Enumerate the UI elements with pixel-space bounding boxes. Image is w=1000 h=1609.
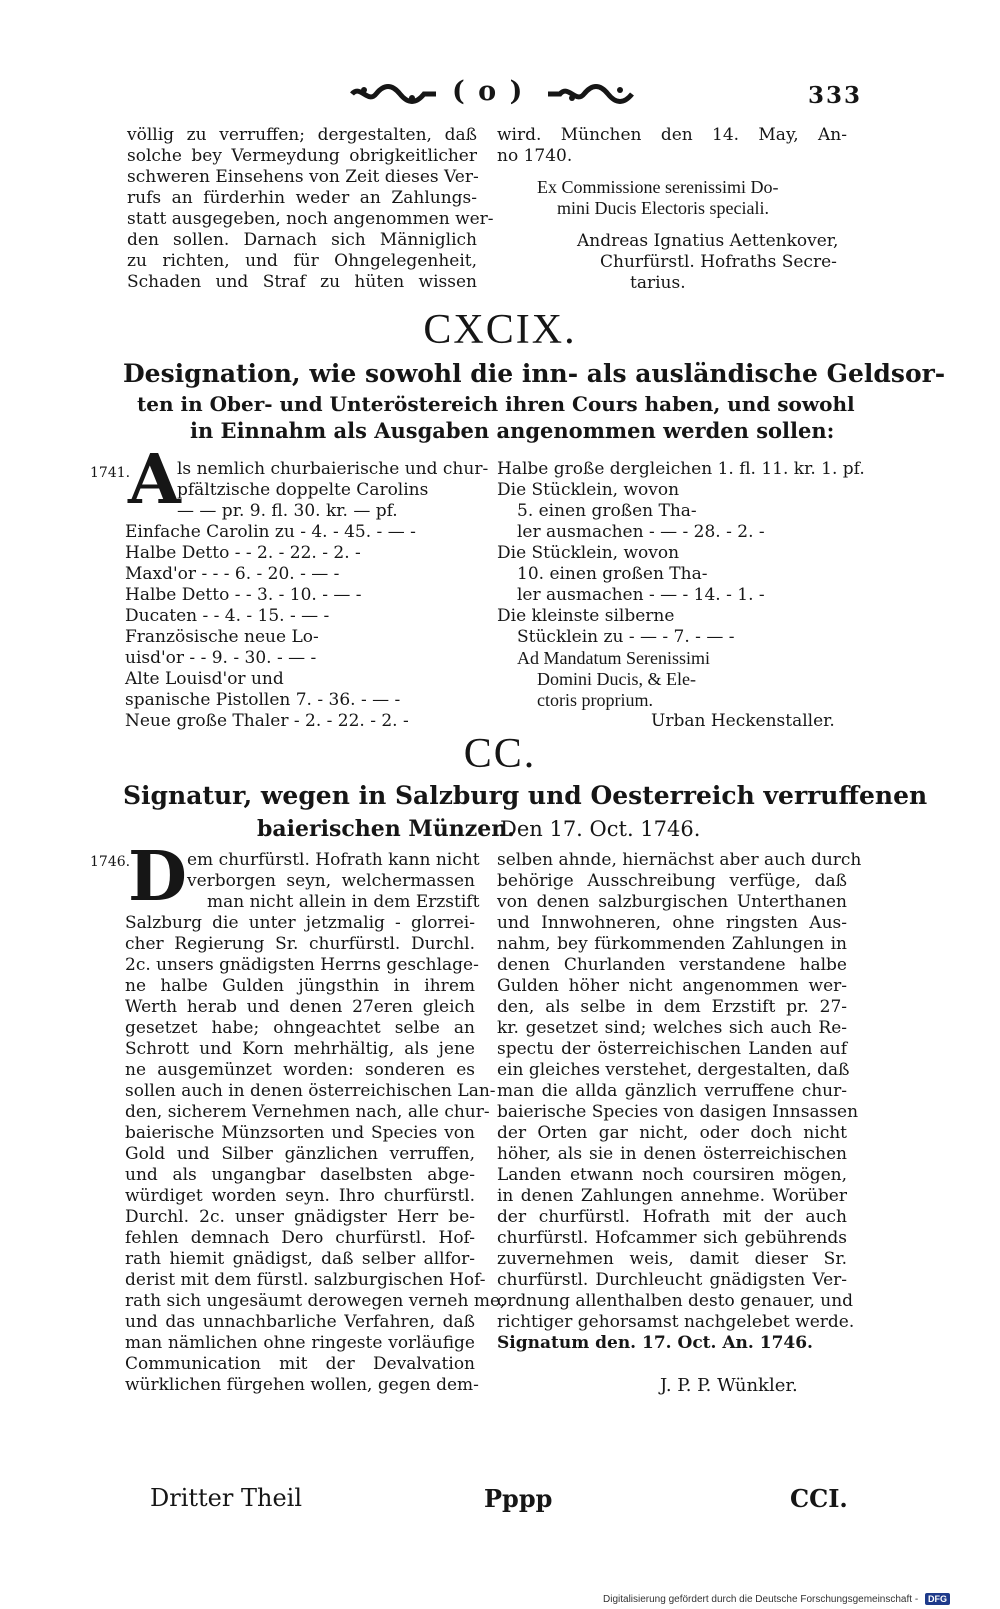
section-title-line: in Einnahm als Ausgaben angenommen werden sollen: bbox=[190, 418, 835, 443]
right-ornament-icon bbox=[546, 82, 634, 106]
text-line: kr. gesetzet sind; welches sich auch Re- bbox=[497, 1018, 847, 1038]
text-line: ein gleiches verstehet, dergestalten, daß bbox=[497, 1060, 850, 1080]
table-row: Alte Louisd'or und bbox=[125, 669, 284, 689]
text-line: Schrott und Korn mehrhältig, als jene bbox=[125, 1039, 475, 1059]
text-line: Durchl. 2c. unser gnädigster Herr be- bbox=[125, 1207, 475, 1227]
text-line: Gold und Silber gänzlichen verruffen, bbox=[125, 1144, 475, 1164]
year-marginal: 1746. bbox=[90, 854, 131, 870]
mandatum-line: Domini Ducis, & Ele- bbox=[537, 669, 696, 689]
text-line: man die allda gänzlich verruffene chur- bbox=[497, 1081, 847, 1101]
text-line: und als ungangbar daselbsten abge- bbox=[125, 1165, 475, 1185]
text-line: sollen auch in denen österreichischen Lan- bbox=[125, 1081, 496, 1101]
left-ornament-icon bbox=[350, 82, 438, 106]
footer-left: Dritter Theil bbox=[150, 1484, 303, 1512]
section-date: Den 17. Oct. 1746. bbox=[500, 817, 701, 841]
text-line: rath hiemit gnädigst, daß selber allfor- bbox=[125, 1249, 475, 1269]
table-row: Die Stücklein, wovon bbox=[497, 543, 680, 563]
table-row: Ducaten - - 4. - 15. - — - bbox=[125, 606, 330, 626]
text-line: zu richten, und für Ohngelegenheit, bbox=[127, 251, 477, 271]
text-line: und das unnachbarliche Verfahren, daß bbox=[125, 1312, 475, 1332]
text-line: würdiget worden seyn. Ihro churfürstl. bbox=[125, 1186, 475, 1206]
text-line: Landen etwann noch coursiren mögen, bbox=[497, 1165, 847, 1185]
text-line: rath sich ungesäumt derowegen verneh me, bbox=[125, 1291, 506, 1311]
section-title-line: ten in Ober- und Unteröstereich ihren Cours haben, und sowohl bbox=[137, 392, 855, 416]
text-line: zuvernehmen weis, damit dieser Sr. bbox=[497, 1249, 847, 1269]
text-line: der Orten gar nicht, oder doch nicht bbox=[497, 1123, 847, 1143]
footer-right: CCI. bbox=[790, 1484, 848, 1513]
table-row: Halbe Detto - - 2. - 22. - 2. - bbox=[125, 543, 361, 563]
signer-line: Churfürstl. Hofraths Secre- bbox=[600, 252, 837, 272]
digitization-credit bbox=[603, 1593, 950, 1605]
mandatum-line: Ad Mandatum Serenissimi bbox=[517, 648, 710, 668]
text-line: von denen salzburgischen Unterthanen bbox=[497, 892, 847, 912]
table-row: Die Stücklein, wovon bbox=[497, 480, 680, 500]
text-line: man nämlichen ohne ringeste vorläufige bbox=[125, 1333, 475, 1353]
text-line: Salzburg die unter jetzmalig - glorrei- bbox=[125, 913, 475, 933]
text-line: spectu der österreichischen Landen auf bbox=[497, 1039, 847, 1059]
text-line: würklichen fürgehen wollen, gegen dem- bbox=[125, 1375, 479, 1395]
text-line: rufs an fürderhin weder an Zahlungs- bbox=[127, 188, 477, 208]
mandatum-line: ctoris proprium. bbox=[537, 690, 653, 710]
signatum-line: Signatum den. 17. Oct. An. 1746. bbox=[497, 1333, 813, 1353]
footer-signature: Pppp bbox=[484, 1484, 553, 1513]
text-line: em churfürstl. Hofrath kann nicht bbox=[187, 850, 480, 870]
table-row: Neue große Thaler - 2. - 22. - 2. - bbox=[125, 711, 409, 731]
text-line: statt ausgegeben, noch angenommen wer- bbox=[127, 209, 494, 229]
table-row: Halbe Detto - - 3. - 10. - — - bbox=[125, 585, 362, 605]
text-line: Communication mit der Devalvation bbox=[125, 1354, 475, 1374]
page-header bbox=[350, 76, 640, 112]
text-line: Gulden höher nicht angenommen wer- bbox=[497, 976, 847, 996]
text-line: Werth herab und denen 27eren gleich bbox=[125, 997, 475, 1017]
section-number: CXCIX. bbox=[423, 307, 577, 353]
text-line: man nicht allein in dem Erzstift bbox=[207, 892, 480, 912]
text-line: ne ausgemünzet worden: sonderen es bbox=[125, 1060, 475, 1080]
text-line: verborgen seyn, welchermassen bbox=[187, 871, 475, 891]
section-number: CC. bbox=[463, 731, 537, 777]
text-line: fehlen demnach Dero churfürstl. Hof- bbox=[125, 1228, 475, 1248]
text-line: denen Churlanden verstandene halbe bbox=[497, 955, 847, 975]
drop-cap: A bbox=[128, 440, 181, 520]
text-line: selben ahnde, hiernächst aber auch durch bbox=[497, 850, 862, 870]
table-row: Maxd'or - - - 6. - 20. - — - bbox=[125, 564, 340, 584]
table-row: Halbe große dergleichen 1. fl. 11. kr. 1. pf. bbox=[497, 459, 865, 479]
table-row: ler ausmachen - — - 14. - 1. - bbox=[517, 585, 765, 605]
text-line: ne halbe Gulden jüngsthin in ihrem bbox=[125, 976, 475, 996]
text-line: den sollen. Darnach sich Männiglich bbox=[127, 230, 477, 250]
table-row: Einfache Carolin zu - 4. - 45. - — - bbox=[125, 522, 416, 542]
text-line: in denen Zahlungen annehme. Worüber bbox=[497, 1186, 847, 1206]
text-line: der churfürstl. Hofrath mit der auch bbox=[497, 1207, 847, 1227]
text-line: gesetzet habe; ohngeachtet selbe an bbox=[125, 1018, 475, 1038]
commission-line: Ex Commissione serenissimi Do- bbox=[537, 177, 779, 197]
text-line: völlig zu verruffen; dergestalten, daß bbox=[127, 125, 477, 145]
text-line: ordnung allenthalben desto genauer, und bbox=[497, 1291, 854, 1311]
table-row: Die kleinste silberne bbox=[497, 606, 675, 626]
table-row: pfältzische doppelte Carolins bbox=[177, 480, 429, 500]
text-line: baierische Münzsorten und Species von bbox=[125, 1123, 475, 1143]
table-row: uisd'or - - 9. - 30. - — - bbox=[125, 648, 317, 668]
table-row: ls nemlich churbaierische und chur- bbox=[177, 459, 489, 479]
signer-line: J. P. P. Wünkler. bbox=[660, 1375, 798, 1396]
signer-line: Andreas Ignatius Aettenkover, bbox=[577, 231, 839, 251]
text-line: richtiger gehorsamst nachgelebet werde. bbox=[497, 1312, 855, 1332]
text-line: höher, als sie in denen österreichischen bbox=[497, 1144, 847, 1164]
table-row: Französische neue Lo- bbox=[125, 627, 319, 647]
credit-text: Digitalisierung gefördert durch die Deutsche Forschungsgemeinschaft - bbox=[603, 1594, 919, 1605]
text-line: baierische Species von dasigen Innsassen bbox=[497, 1102, 859, 1122]
table-row: Stücklein zu - — - 7. - — - bbox=[517, 627, 735, 647]
text-line: und Innwohneren, ohne ringsten Aus- bbox=[497, 913, 847, 933]
commission-line: mini Ducis Electoris speciali. bbox=[557, 198, 769, 218]
text-line: nahm, bey fürkommenden Zahlungen in bbox=[497, 934, 847, 954]
text-line: derist mit dem fürstl. salzburgischen Hof- bbox=[125, 1270, 486, 1290]
table-row: spanische Pistollen 7. - 36. - — - bbox=[125, 690, 401, 710]
table-row: ler ausmachen - — - 28. - 2. - bbox=[517, 522, 765, 542]
text-line: churfürstl. Durchleucht gnädigsten Ver- bbox=[497, 1270, 847, 1290]
section-title-line: Designation, wie sowohl die inn- als ausländische Geldsor- bbox=[123, 359, 946, 388]
text-line: cher Regierung Sr. churfürstl. Durchl. bbox=[125, 934, 475, 954]
drop-cap: D bbox=[128, 837, 187, 917]
text-line: solche bey Vermeydung obrigkeitlicher bbox=[127, 146, 477, 166]
text-line: den, als selbe in dem Erzstift pr. 27- bbox=[497, 997, 847, 1017]
table-row: 10. einen großen Tha- bbox=[517, 564, 708, 584]
text-line: behörige Ausschreibung verfüge, daß bbox=[497, 871, 847, 891]
text-line: churfürstl. Hofcammer sich gebührends bbox=[497, 1228, 847, 1248]
section-title-line: Signatur, wegen in Salzburg und Oesterreich verruffenen bbox=[123, 781, 928, 810]
table-row: — — pr. 9. fl. 30. kr. — pf. bbox=[177, 501, 398, 521]
header-center: ( o ) bbox=[452, 76, 525, 107]
text-line: wird. München den 14. May, An- bbox=[497, 125, 847, 145]
section-title-line: baierischen Münzen. bbox=[257, 816, 515, 842]
text-line: Schaden und Straf zu hüten wissen bbox=[127, 272, 477, 292]
text-line: den, sicherem Vernehmen nach, alle chur- bbox=[125, 1102, 490, 1122]
page-number: 333 bbox=[808, 82, 863, 109]
dfg-logo: DFG bbox=[925, 1593, 950, 1605]
text-line: no 1740. bbox=[497, 146, 573, 166]
signer-line: tarius. bbox=[630, 273, 686, 293]
table-row: 5. einen großen Tha- bbox=[517, 501, 697, 521]
year-marginal: 1741. bbox=[90, 465, 131, 481]
text-line: schweren Einsehens von Zeit dieses Ver- bbox=[127, 167, 479, 187]
signer-line: Urban Heckenstaller. bbox=[651, 711, 835, 731]
text-line: 2c. unsers gnädigsten Herrns geschlage- bbox=[125, 955, 479, 975]
